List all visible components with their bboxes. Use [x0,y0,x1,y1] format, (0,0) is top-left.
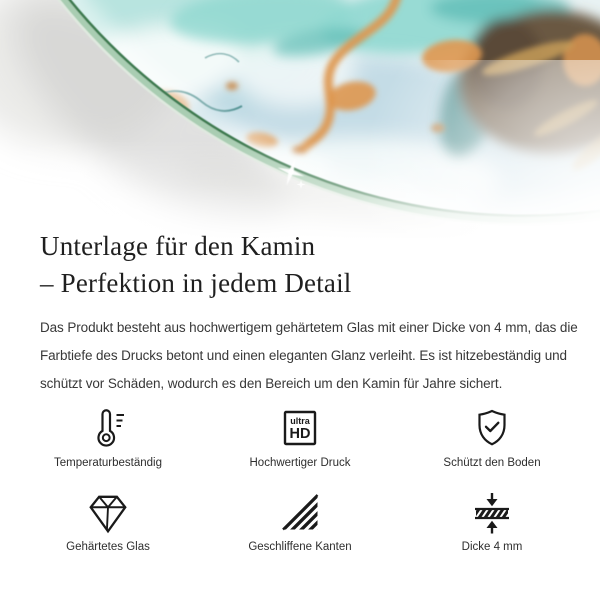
feature-label: Gehärtetes Glas [66,541,150,553]
feature-label: Temperaturbeständig [53,457,163,469]
feature-item-edges [210,490,390,554]
description-line: Farbtiefe des Drucks betont und einen eleganten Glanz verleiht. Es ist hitzebeständig und [40,348,567,363]
description-line: Das Produkt besteht aus hochwertigem gehärtetem Glas mit einer Dicke von 4 mm, das die [40,320,578,335]
page-title-line1: Unterlage für den Kamin [40,231,316,261]
ultra-hd-icon [278,406,322,450]
thickness-icon [469,490,515,534]
ultra-hd-icon-text-top: ultra [290,416,310,426]
feature-label: Schützt den Boden [443,457,541,469]
shield-check-icon [470,406,514,450]
page-title-line2: – Perfektion in jedem Detail [40,268,352,298]
ultra-hd-icon-text-bottom: HD [289,426,311,442]
feature-label: Hochwertiger Druck [249,457,351,469]
polished-edge-icon [278,490,322,534]
diamond-icon [85,490,131,534]
description-line: schützt vor Schäden, wodurch es den Bereich um den Kamin für Jahre sichert. [40,376,503,391]
feature-item-protection [402,406,582,470]
feature-item-glass [18,490,198,554]
page-title [40,228,560,302]
product-photo [0,0,600,226]
feature-item-temperature [18,406,198,470]
feature-label: Dicke 4 mm [461,541,523,553]
thermometer-icon [85,406,131,450]
feature-grid [12,406,588,554]
feature-item-print [210,406,390,470]
product-description [40,314,578,398]
feature-label: Geschliffene Kanten [248,541,352,553]
feature-item-thickness [402,490,582,554]
glass-panel-artwork [0,0,600,240]
product-text-section [0,228,600,554]
